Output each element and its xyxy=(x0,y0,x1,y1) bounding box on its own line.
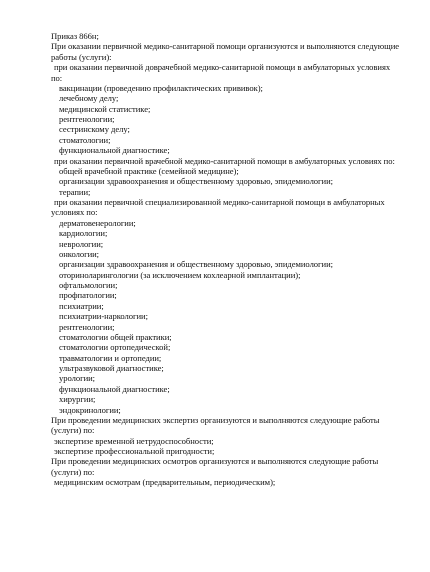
list-item: рентгенологии; xyxy=(59,321,115,332)
list-item: терапии; xyxy=(59,186,91,197)
list-item: лечебному делу; xyxy=(59,93,119,104)
specialized-care-heading-line-1: при оказании первичной специализированной медико-санитарной помощи в амбулаторных xyxy=(54,197,385,207)
list-item: общей врачебной практике (семейной медицине); xyxy=(59,165,239,176)
list-item: онкологии; xyxy=(59,248,100,259)
document-body xyxy=(51,31,411,488)
list-item: функциональной диагностике; xyxy=(59,383,170,394)
list-item: эндокринологии; xyxy=(59,404,121,415)
list-item: сестринскому делу; xyxy=(59,124,130,135)
list-item: вакцинации (проведению профилактических прививок); xyxy=(59,82,263,93)
list-item: рентгенологии; xyxy=(59,114,115,124)
primary-care-intro-line-2: работы (услуги): xyxy=(51,51,112,62)
list-item: экспертизе временной нетрудоспособности; xyxy=(54,435,214,446)
doctor-care-heading: при оказании первичной врачебной медико-санитарной помощи в амбулаторных условиях по: xyxy=(54,155,395,166)
specialized-care-heading-line-2: условиях по: xyxy=(51,207,98,218)
primary-care-intro-line-1: При оказании первичной медико-санитарной помощи организуются и выполняются следующие xyxy=(51,41,400,52)
expertise-intro-line-2: (услуги) по: xyxy=(51,425,95,436)
list-item: хирургии; xyxy=(59,394,96,405)
list-item: офтальмологии; xyxy=(59,280,118,290)
list-item: стоматологии; xyxy=(59,134,111,145)
list-item: психиатрии; xyxy=(59,300,104,311)
order-number: Приказ 866н; xyxy=(51,31,99,41)
list-item: стоматологии ортопедической; xyxy=(59,342,171,353)
list-item: психиатрии-наркологии; xyxy=(59,311,148,322)
list-item: стоматологии общей практики; xyxy=(59,331,172,342)
list-item: травматологии и ортопедии; xyxy=(59,352,162,363)
list-item: организации здравоохранения и общественному здоровью, эпидемиологии; xyxy=(59,176,333,187)
pre-doctor-care-heading-line-1: при оказании первичной доврачебной медико-санитарной помощи в амбулаторных условиях xyxy=(54,62,391,73)
list-item: ультразвуковой диагностике; xyxy=(59,363,164,373)
list-item: урологии; xyxy=(59,373,96,384)
list-item: медицинским осмотрам (предварительным, периодическим); xyxy=(54,477,276,488)
list-item: организации здравоохранения и общественному здоровью, эпидемиологии; xyxy=(59,259,333,270)
pre-doctor-care-heading-line-2: по: xyxy=(51,72,63,83)
list-item: неврологии; xyxy=(59,238,104,249)
list-item: кардиологии; xyxy=(59,228,108,239)
list-item: экспертизе профессиональной пригодности; xyxy=(54,446,215,456)
list-item: оториноларингологии (за исключением кохлеарной имплантации); xyxy=(59,269,301,280)
list-item: медицинской статистике; xyxy=(59,103,151,114)
list-item: функциональной диагностике; xyxy=(59,145,170,156)
expertise-intro-line-1: При проведении медицинских экспертиз организуются и выполняются следующие работы xyxy=(51,414,380,425)
checkups-intro-line-2: (услуги) по: xyxy=(51,466,95,477)
list-item: дерматовенерологии; xyxy=(59,217,136,228)
list-item: профпатологии; xyxy=(59,290,117,301)
checkups-intro-line-1: При проведении медицинских осмотров организуются и выполняются следующие работы xyxy=(51,456,379,467)
